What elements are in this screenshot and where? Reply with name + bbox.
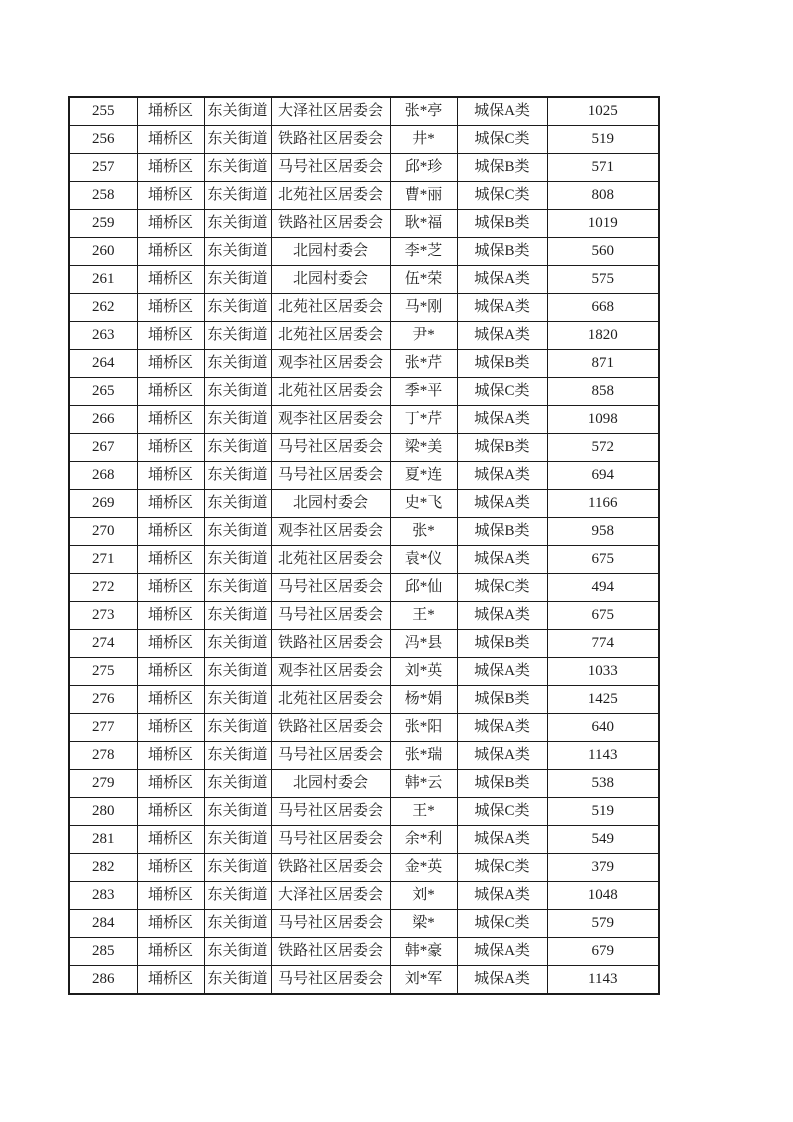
cell-amount: 575 — [547, 266, 659, 294]
cell-category: 城保B类 — [457, 210, 547, 238]
cell-amount: 538 — [547, 770, 659, 798]
cell-community: 北苑社区居委会 — [271, 378, 390, 406]
table-row — [69, 294, 659, 322]
cell-category: 城保A类 — [457, 294, 547, 322]
cell-district: 埇桥区 — [137, 126, 204, 154]
cell-street: 东关街道 — [204, 770, 271, 798]
table-row — [69, 574, 659, 602]
cell-district: 埇桥区 — [137, 322, 204, 350]
cell-street: 东关街道 — [204, 546, 271, 574]
cell-amount: 1033 — [547, 658, 659, 686]
cell-name: 王* — [390, 798, 457, 826]
cell-category: 城保A类 — [457, 602, 547, 630]
cell-category: 城保A类 — [457, 490, 547, 518]
cell-community: 马号社区居委会 — [271, 574, 390, 602]
cell-street: 东关街道 — [204, 322, 271, 350]
cell-name: 井* — [390, 126, 457, 154]
cell-district: 埇桥区 — [137, 938, 204, 966]
cell-community: 北园村委会 — [271, 266, 390, 294]
cell-street: 东关街道 — [204, 350, 271, 378]
cell-district: 埇桥区 — [137, 546, 204, 574]
cell-name: 曹*丽 — [390, 182, 457, 210]
cell-amount: 519 — [547, 798, 659, 826]
cell-seq: 285 — [69, 938, 137, 966]
cell-category: 城保A类 — [457, 546, 547, 574]
cell-seq: 286 — [69, 966, 137, 995]
cell-street: 东关街道 — [204, 462, 271, 490]
cell-name: 杨*娟 — [390, 686, 457, 714]
cell-seq: 279 — [69, 770, 137, 798]
cell-district: 埇桥区 — [137, 966, 204, 995]
cell-amount: 1019 — [547, 210, 659, 238]
cell-category: 城保A类 — [457, 406, 547, 434]
cell-category: 城保C类 — [457, 378, 547, 406]
cell-name: 耿*福 — [390, 210, 457, 238]
cell-seq: 264 — [69, 350, 137, 378]
cell-street: 东关街道 — [204, 714, 271, 742]
cell-seq: 265 — [69, 378, 137, 406]
cell-street: 东关街道 — [204, 182, 271, 210]
cell-amount: 668 — [547, 294, 659, 322]
cell-seq: 267 — [69, 434, 137, 462]
cell-community: 铁路社区居委会 — [271, 938, 390, 966]
cell-seq: 274 — [69, 630, 137, 658]
cell-name: 王* — [390, 602, 457, 630]
cell-district: 埇桥区 — [137, 462, 204, 490]
cell-seq: 281 — [69, 826, 137, 854]
cell-community: 铁路社区居委会 — [271, 714, 390, 742]
cell-name: 金*英 — [390, 854, 457, 882]
cell-street: 东关街道 — [204, 826, 271, 854]
cell-district: 埇桥区 — [137, 602, 204, 630]
cell-community: 北苑社区居委会 — [271, 546, 390, 574]
cell-category: 城保A类 — [457, 97, 547, 126]
cell-street: 东关街道 — [204, 658, 271, 686]
cell-district: 埇桥区 — [137, 630, 204, 658]
cell-district: 埇桥区 — [137, 910, 204, 938]
cell-category: 城保A类 — [457, 882, 547, 910]
table-row — [69, 714, 659, 742]
cell-category: 城保B类 — [457, 154, 547, 182]
cell-amount: 579 — [547, 910, 659, 938]
table-row — [69, 238, 659, 266]
table-row — [69, 350, 659, 378]
cell-name: 刘*军 — [390, 966, 457, 995]
cell-amount: 808 — [547, 182, 659, 210]
cell-district: 埇桥区 — [137, 97, 204, 126]
cell-street: 东关街道 — [204, 294, 271, 322]
cell-name: 张*亭 — [390, 97, 457, 126]
cell-street: 东关街道 — [204, 630, 271, 658]
cell-amount: 675 — [547, 546, 659, 574]
cell-district: 埇桥区 — [137, 238, 204, 266]
cell-street: 东关街道 — [204, 854, 271, 882]
cell-street: 东关街道 — [204, 406, 271, 434]
cell-seq: 280 — [69, 798, 137, 826]
cell-street: 东关街道 — [204, 238, 271, 266]
cell-community: 北苑社区居委会 — [271, 322, 390, 350]
cell-community: 大泽社区居委会 — [271, 97, 390, 126]
table-row — [69, 490, 659, 518]
cell-amount: 1143 — [547, 742, 659, 770]
cell-name: 张* — [390, 518, 457, 546]
cell-street: 东关街道 — [204, 938, 271, 966]
cell-seq: 266 — [69, 406, 137, 434]
cell-category: 城保A类 — [457, 462, 547, 490]
cell-street: 东关街道 — [204, 210, 271, 238]
cell-district: 埇桥区 — [137, 294, 204, 322]
cell-name: 丁*芹 — [390, 406, 457, 434]
cell-street: 东关街道 — [204, 490, 271, 518]
cell-community: 马号社区居委会 — [271, 910, 390, 938]
cell-category: 城保C类 — [457, 126, 547, 154]
cell-street: 东关街道 — [204, 266, 271, 294]
cell-street: 东关街道 — [204, 574, 271, 602]
cell-district: 埇桥区 — [137, 826, 204, 854]
cell-district: 埇桥区 — [137, 574, 204, 602]
cell-amount: 871 — [547, 350, 659, 378]
cell-district: 埇桥区 — [137, 210, 204, 238]
cell-community: 铁路社区居委会 — [271, 630, 390, 658]
cell-name: 韩*云 — [390, 770, 457, 798]
cell-community: 大泽社区居委会 — [271, 882, 390, 910]
cell-street: 东关街道 — [204, 966, 271, 995]
cell-seq: 275 — [69, 658, 137, 686]
cell-seq: 284 — [69, 910, 137, 938]
cell-amount: 774 — [547, 630, 659, 658]
cell-community: 观李社区居委会 — [271, 658, 390, 686]
cell-seq: 282 — [69, 854, 137, 882]
table-body — [69, 97, 659, 994]
cell-seq: 255 — [69, 97, 137, 126]
cell-district: 埇桥区 — [137, 686, 204, 714]
cell-amount: 958 — [547, 518, 659, 546]
cell-category: 城保C类 — [457, 910, 547, 938]
cell-category: 城保C类 — [457, 574, 547, 602]
cell-category: 城保A类 — [457, 266, 547, 294]
cell-community: 北苑社区居委会 — [271, 686, 390, 714]
cell-street: 东关街道 — [204, 126, 271, 154]
cell-community: 马号社区居委会 — [271, 602, 390, 630]
cell-community: 马号社区居委会 — [271, 966, 390, 995]
cell-amount: 549 — [547, 826, 659, 854]
cell-amount: 1166 — [547, 490, 659, 518]
cell-district: 埇桥区 — [137, 882, 204, 910]
cell-community: 铁路社区居委会 — [271, 210, 390, 238]
cell-seq: 257 — [69, 154, 137, 182]
table-row — [69, 910, 659, 938]
cell-category: 城保B类 — [457, 770, 547, 798]
cell-district: 埇桥区 — [137, 490, 204, 518]
cell-street: 东关街道 — [204, 742, 271, 770]
cell-category: 城保A类 — [457, 658, 547, 686]
cell-community: 北苑社区居委会 — [271, 182, 390, 210]
cell-amount: 1048 — [547, 882, 659, 910]
benefits-roster-table — [68, 96, 660, 995]
cell-name: 梁*美 — [390, 434, 457, 462]
cell-amount: 679 — [547, 938, 659, 966]
cell-community: 北园村委会 — [271, 238, 390, 266]
table-row — [69, 602, 659, 630]
cell-seq: 259 — [69, 210, 137, 238]
table-row — [69, 97, 659, 126]
cell-name: 史*飞 — [390, 490, 457, 518]
cell-amount: 1143 — [547, 966, 659, 995]
cell-amount: 494 — [547, 574, 659, 602]
cell-community: 马号社区居委会 — [271, 826, 390, 854]
cell-seq: 261 — [69, 266, 137, 294]
cell-name: 韩*豪 — [390, 938, 457, 966]
cell-street: 东关街道 — [204, 434, 271, 462]
cell-street: 东关街道 — [204, 798, 271, 826]
cell-name: 刘*英 — [390, 658, 457, 686]
cell-category: 城保C类 — [457, 854, 547, 882]
table-row — [69, 322, 659, 350]
cell-amount: 560 — [547, 238, 659, 266]
cell-amount: 519 — [547, 126, 659, 154]
cell-seq: 273 — [69, 602, 137, 630]
cell-street: 东关街道 — [204, 154, 271, 182]
table-row — [69, 770, 659, 798]
table-row — [69, 266, 659, 294]
table-row — [69, 182, 659, 210]
table-row — [69, 378, 659, 406]
cell-district: 埇桥区 — [137, 154, 204, 182]
cell-community: 铁路社区居委会 — [271, 126, 390, 154]
cell-seq: 269 — [69, 490, 137, 518]
cell-seq: 276 — [69, 686, 137, 714]
table-row — [69, 630, 659, 658]
cell-category: 城保A类 — [457, 826, 547, 854]
cell-street: 东关街道 — [204, 882, 271, 910]
table-row — [69, 546, 659, 574]
table-row — [69, 126, 659, 154]
cell-name: 邱*仙 — [390, 574, 457, 602]
table-row — [69, 658, 659, 686]
cell-amount: 572 — [547, 434, 659, 462]
table-row — [69, 434, 659, 462]
cell-name: 张*瑞 — [390, 742, 457, 770]
cell-name: 李*芝 — [390, 238, 457, 266]
cell-seq: 262 — [69, 294, 137, 322]
cell-street: 东关街道 — [204, 602, 271, 630]
cell-category: 城保A类 — [457, 742, 547, 770]
cell-name: 余*利 — [390, 826, 457, 854]
cell-seq: 271 — [69, 546, 137, 574]
cell-name: 刘* — [390, 882, 457, 910]
cell-community: 观李社区居委会 — [271, 406, 390, 434]
cell-seq: 283 — [69, 882, 137, 910]
cell-district: 埇桥区 — [137, 798, 204, 826]
cell-category: 城保A类 — [457, 322, 547, 350]
cell-district: 埇桥区 — [137, 770, 204, 798]
cell-community: 北园村委会 — [271, 490, 390, 518]
cell-district: 埇桥区 — [137, 266, 204, 294]
cell-category: 城保C类 — [457, 798, 547, 826]
cell-name: 袁*仪 — [390, 546, 457, 574]
cell-name: 季*平 — [390, 378, 457, 406]
cell-district: 埇桥区 — [137, 182, 204, 210]
table-row — [69, 882, 659, 910]
cell-seq: 258 — [69, 182, 137, 210]
cell-category: 城保A类 — [457, 966, 547, 995]
table-row — [69, 462, 659, 490]
cell-seq: 270 — [69, 518, 137, 546]
cell-community: 马号社区居委会 — [271, 154, 390, 182]
cell-seq: 263 — [69, 322, 137, 350]
table-row — [69, 406, 659, 434]
cell-street: 东关街道 — [204, 378, 271, 406]
cell-name: 梁* — [390, 910, 457, 938]
cell-amount: 1025 — [547, 97, 659, 126]
cell-name: 邱*珍 — [390, 154, 457, 182]
cell-community: 观李社区居委会 — [271, 350, 390, 378]
cell-category: 城保A类 — [457, 938, 547, 966]
table-row — [69, 938, 659, 966]
cell-name: 伍*荣 — [390, 266, 457, 294]
cell-community: 铁路社区居委会 — [271, 854, 390, 882]
cell-name: 马*刚 — [390, 294, 457, 322]
cell-street: 东关街道 — [204, 686, 271, 714]
cell-category: 城保B类 — [457, 518, 547, 546]
cell-community: 马号社区居委会 — [271, 462, 390, 490]
table-row — [69, 742, 659, 770]
cell-name: 夏*连 — [390, 462, 457, 490]
cell-category: 城保B类 — [457, 238, 547, 266]
cell-district: 埇桥区 — [137, 854, 204, 882]
cell-amount: 1425 — [547, 686, 659, 714]
table-row — [69, 154, 659, 182]
cell-amount: 1098 — [547, 406, 659, 434]
cell-district: 埇桥区 — [137, 658, 204, 686]
cell-amount: 1820 — [547, 322, 659, 350]
cell-district: 埇桥区 — [137, 434, 204, 462]
cell-community: 马号社区居委会 — [271, 434, 390, 462]
cell-name: 冯*县 — [390, 630, 457, 658]
cell-street: 东关街道 — [204, 97, 271, 126]
cell-community: 北园村委会 — [271, 770, 390, 798]
cell-district: 埇桥区 — [137, 406, 204, 434]
cell-amount: 694 — [547, 462, 659, 490]
cell-district: 埇桥区 — [137, 350, 204, 378]
cell-category: 城保B类 — [457, 350, 547, 378]
table-row — [69, 686, 659, 714]
table-row — [69, 854, 659, 882]
cell-category: 城保B类 — [457, 630, 547, 658]
cell-amount: 379 — [547, 854, 659, 882]
cell-name: 张*芹 — [390, 350, 457, 378]
cell-amount: 675 — [547, 602, 659, 630]
cell-community: 北苑社区居委会 — [271, 294, 390, 322]
cell-category: 城保A类 — [457, 714, 547, 742]
cell-category: 城保B类 — [457, 434, 547, 462]
cell-seq: 268 — [69, 462, 137, 490]
cell-seq: 260 — [69, 238, 137, 266]
table-row — [69, 826, 659, 854]
cell-community: 马号社区居委会 — [271, 798, 390, 826]
cell-community: 马号社区居委会 — [271, 742, 390, 770]
cell-seq: 277 — [69, 714, 137, 742]
cell-district: 埇桥区 — [137, 518, 204, 546]
cell-name: 张*阳 — [390, 714, 457, 742]
table-row — [69, 966, 659, 995]
cell-community: 观李社区居委会 — [271, 518, 390, 546]
table-row — [69, 518, 659, 546]
cell-amount: 858 — [547, 378, 659, 406]
cell-street: 东关街道 — [204, 518, 271, 546]
cell-district: 埇桥区 — [137, 378, 204, 406]
table-row — [69, 210, 659, 238]
table-row — [69, 798, 659, 826]
cell-district: 埇桥区 — [137, 742, 204, 770]
cell-name: 尹* — [390, 322, 457, 350]
cell-district: 埇桥区 — [137, 714, 204, 742]
cell-amount: 640 — [547, 714, 659, 742]
cell-seq: 278 — [69, 742, 137, 770]
cell-category: 城保C类 — [457, 182, 547, 210]
cell-street: 东关街道 — [204, 910, 271, 938]
cell-seq: 256 — [69, 126, 137, 154]
cell-category: 城保B类 — [457, 686, 547, 714]
cell-amount: 571 — [547, 154, 659, 182]
cell-seq: 272 — [69, 574, 137, 602]
